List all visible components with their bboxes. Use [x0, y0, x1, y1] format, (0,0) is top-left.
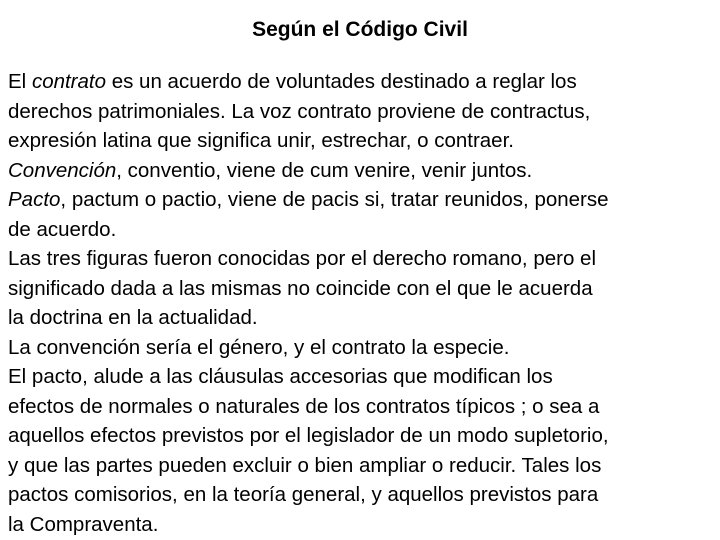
text-segment: , conventio, viene de cum venire, venir juntos.	[116, 158, 533, 182]
text-line: La convención sería el género, y el contrato la especie.	[8, 335, 510, 359]
text-line: de acuerdo.	[8, 217, 117, 241]
text-line: Las tres figuras fueron conocidas por el derecho romano, pero el	[8, 247, 597, 270]
text-line	[8, 185, 720, 215]
text-line: significado dada a las mismas no coincide con el que le acuerda	[8, 276, 593, 300]
term-contrato: contrato	[31, 70, 107, 93]
text-line: pactos comisorios, en la teoría general, y aquellos previstos para	[8, 483, 599, 506]
text-line: efectos de normales o naturales de los contratos típicos ; o sea a	[8, 394, 600, 418]
text-line: aquellos efectos previstos por el legislador de un modo supletorio,	[8, 424, 609, 447]
text-line: la doctrina en la actualidad.	[8, 306, 258, 329]
text-segment: es un acuerdo de voluntades destinado a reglar los	[106, 70, 577, 93]
term-convencion: Convención	[8, 158, 117, 182]
text-line	[8, 67, 720, 97]
text-line: la Compraventa.	[8, 512, 159, 536]
slide-body-text	[8, 67, 720, 539]
text-line	[8, 156, 720, 186]
text-segment: , pactum o pactio, viene de pacis si, tratar reunidos, ponerse	[60, 188, 609, 211]
term-pacto: Pacto	[8, 188, 61, 211]
slide-title: Según el Código Civil	[252, 18, 468, 41]
text-line: derechos patrimoniales. La voz contrato proviene de contractus,	[8, 99, 591, 123]
text-line: y que las partes pueden excluir o bien ampliar o reducir. Tales los	[8, 453, 602, 477]
text-line: expresión latina que significa unir, estrechar, o contraer.	[8, 129, 514, 152]
text-segment: El	[8, 70, 32, 93]
text-line: El pacto, alude a las cláusulas accesorias que modifican los	[8, 365, 553, 388]
